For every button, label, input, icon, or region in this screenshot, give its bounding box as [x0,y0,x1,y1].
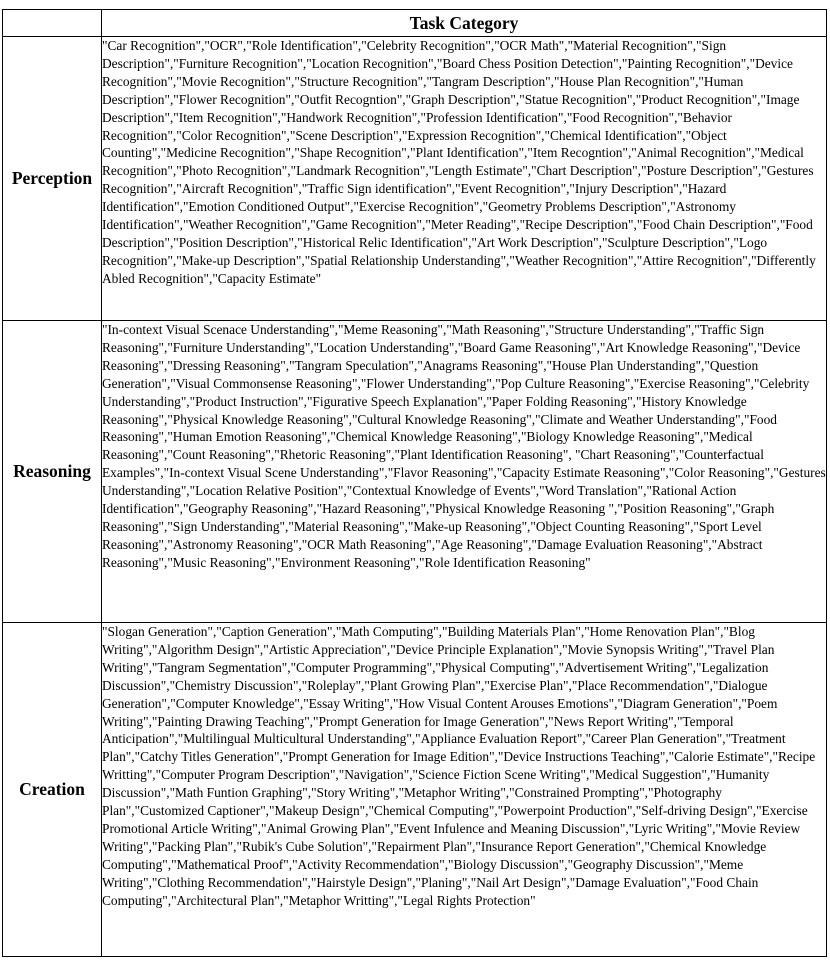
task-category-table [2,9,827,957]
row-text-reasoning: "In-context Visual Scenace Understanding","Meme Reasoning","Math Reasoning","Structure Understanding","Traffic Sign Reasoning","Furniture Understanding","Location Understanding","Board Game Reasoning","Art Knowledge Reasoning","Device Reasoning","Dressing Reasoning","Tangram Speculation","Anagrams Reasoning","House Plan Understanding","Question Generation","Visual Commonsense Reasoning","Flower Understanding","Pop Culture Reasoning","Exercise Reasoning","Celebrity Understanding","Product Instruction","Figurative Speech Explanation","Paper Folding Reasoning","History Knowledge Reasoning","Physical Knowledge Reasoning","Cultural Knowledge Reasoning","Climate and Weather Understanding","Food Reasoning","Human Emotion Reasoning","Chemical Knowledge Reasoning","Biology Knowledge Reasoning","Medical Reasoning","Count Reasoning","Rhetoric Reasoning","Plant Identification Reasoning", "Chart Reasoning","Counterfactual Examples","In-context Visual Scene Understanding","Flavor Reasoning","Capacity Estimate Reasoning","Color Reasoning","Gestures Understanding","Location Relative Position","Contextual Knowledge of Events","Word Translation","Rational Action Identification","Geography Reasoning","Hazard Reasoning","Physical Knowledge Reasoning ","Position Reasoning","Graph Reasoning","Sign Understanding","Material Reasoning","Make-up Reasoning","Object Counting Reasoning","Sport Level Reasoning","Astronomy Reasoning","OCR Math Reasoning","Age Reasoning","Damage Evaluation Reasoning","Abstract Reasoning","Music Reasoning","Environment Reasoning","Role Identification Reasoning" [102,321,827,623]
header-title: Task Category [102,10,827,37]
row-label-perception: Perception [3,37,102,321]
row-label-creation: Creation [3,623,102,957]
table-row-perception [3,37,827,321]
row-text-creation: "Slogan Generation","Caption Generation","Math Computing","Building Materials Plan","Home Renovation Plan","Blog Writing","Algorithm Design","Artistic Appreciation","Device Principle Explanation","Movie Synopsis Writing","Travel Plan Writing","Tangram Segmentation","Computer Programming","Physical Computing","Advertisement Writing","Legalization Discussion","Chemistry Discussion","Roleplay","Plant Growing Plan","Exercise Plan","Place Recommendation","Dialogue Generation","Computer Knowledge","Essay Writing","How Visual Content Arouses Emotions","Diagram Generation","Poem Writing","Painting Drawing Teaching","Prompt Generation for Image Generation","News Report Writing","Temporal Anticipation","Multilingual Multicultural Understanding","Appliance Evaluation Report","Career Plan Generation","Treatment Plan","Catchy Titles Generation","Prompt Generation for Image Edition","Device Instructions Teaching","Calorie Estimate","Recipe Writting","Computer Program Description","Navigation","Science Fiction Scene Writing","Medical Suggestion","Humanity Discussion","Math Funtion Graphing","Story Writing","Metaphor Writing","Constrained Prompting","Photography Plan","Customized Captioner","Makeup Design","Chemical Computing","Powerpoint Production","Self-driving Design","Exercise Promotional Article Writing","Animal Growing Plan","Event Infulence and Meaning Discussion","Lyric Writing","Movie Review Writing","Packing Plan","Rubik's Cube Solution","Repairment Plan","Insurance Report Generation","Chemical Knowledge Computing","Mathematical Proof","Activity Recommendation","Biology Discussion","Geography Discussion","Meme Writing","Clothing Recommendation","Hairstyle Design","Planing","Nail Art Design","Damage Evaluation","Food Chain Computing","Architectural Plan","Metaphor Writting","Legal Rights Protection" [102,623,827,957]
header-corner-cell [3,10,102,37]
header-row [3,10,827,37]
table-row-creation [3,623,827,957]
row-text-perception: "Car Recognition","OCR","Role Identification","Celebrity Recognition","OCR Math","Material Recognition","Sign Description","Furniture Recognition","Location Recognition","Board Chess Position Detection","Painting Recognition","Device Recognition","Movie Recognition","Structure Recognition","Tangram Description","House Plan Recognition","Human Description","Flower Recognition","Outfit Recogntion","Graph Description","Statue Recognition","Product Recognition","Image Description","Item Recognition","Handwork Recognition","Profession Identification","Food Recognition","Behavior Recognition","Color Recognition","Scene Description","Expression Recognition","Chemical Identification","Object Counting","Medicine Recognition","Shape Recognition","Plant Identification","Item Recogntion","Animal Recognition","Medical Recognition","Photo Recognition","Landmark Recognition","Length Estimate","Chart Description","Posture Description","Gestures Recognition","Aircraft Recognition","Traffic Sign identification","Event Recognition","Injury Description","Hazard Identification","Emotion Conditioned Output","Exercise Recognition","Geometry Problems Description","Astronomy Identification","Weather Recognition","Game Recognition","Meter Reading","Recipe Description","Food Chain Description","Food Description","Position Description","Historical Relic Identification","Art Work Description","Sculpture Description","Logo Recognition","Make-up Description","Spatial Relationship Understanding","Weather Recognition","Attire Recognition","Differently Abled Recognition","Capacity Estimate" [102,37,827,321]
table-row-reasoning [3,321,827,623]
row-label-reasoning: Reasoning [3,321,102,623]
